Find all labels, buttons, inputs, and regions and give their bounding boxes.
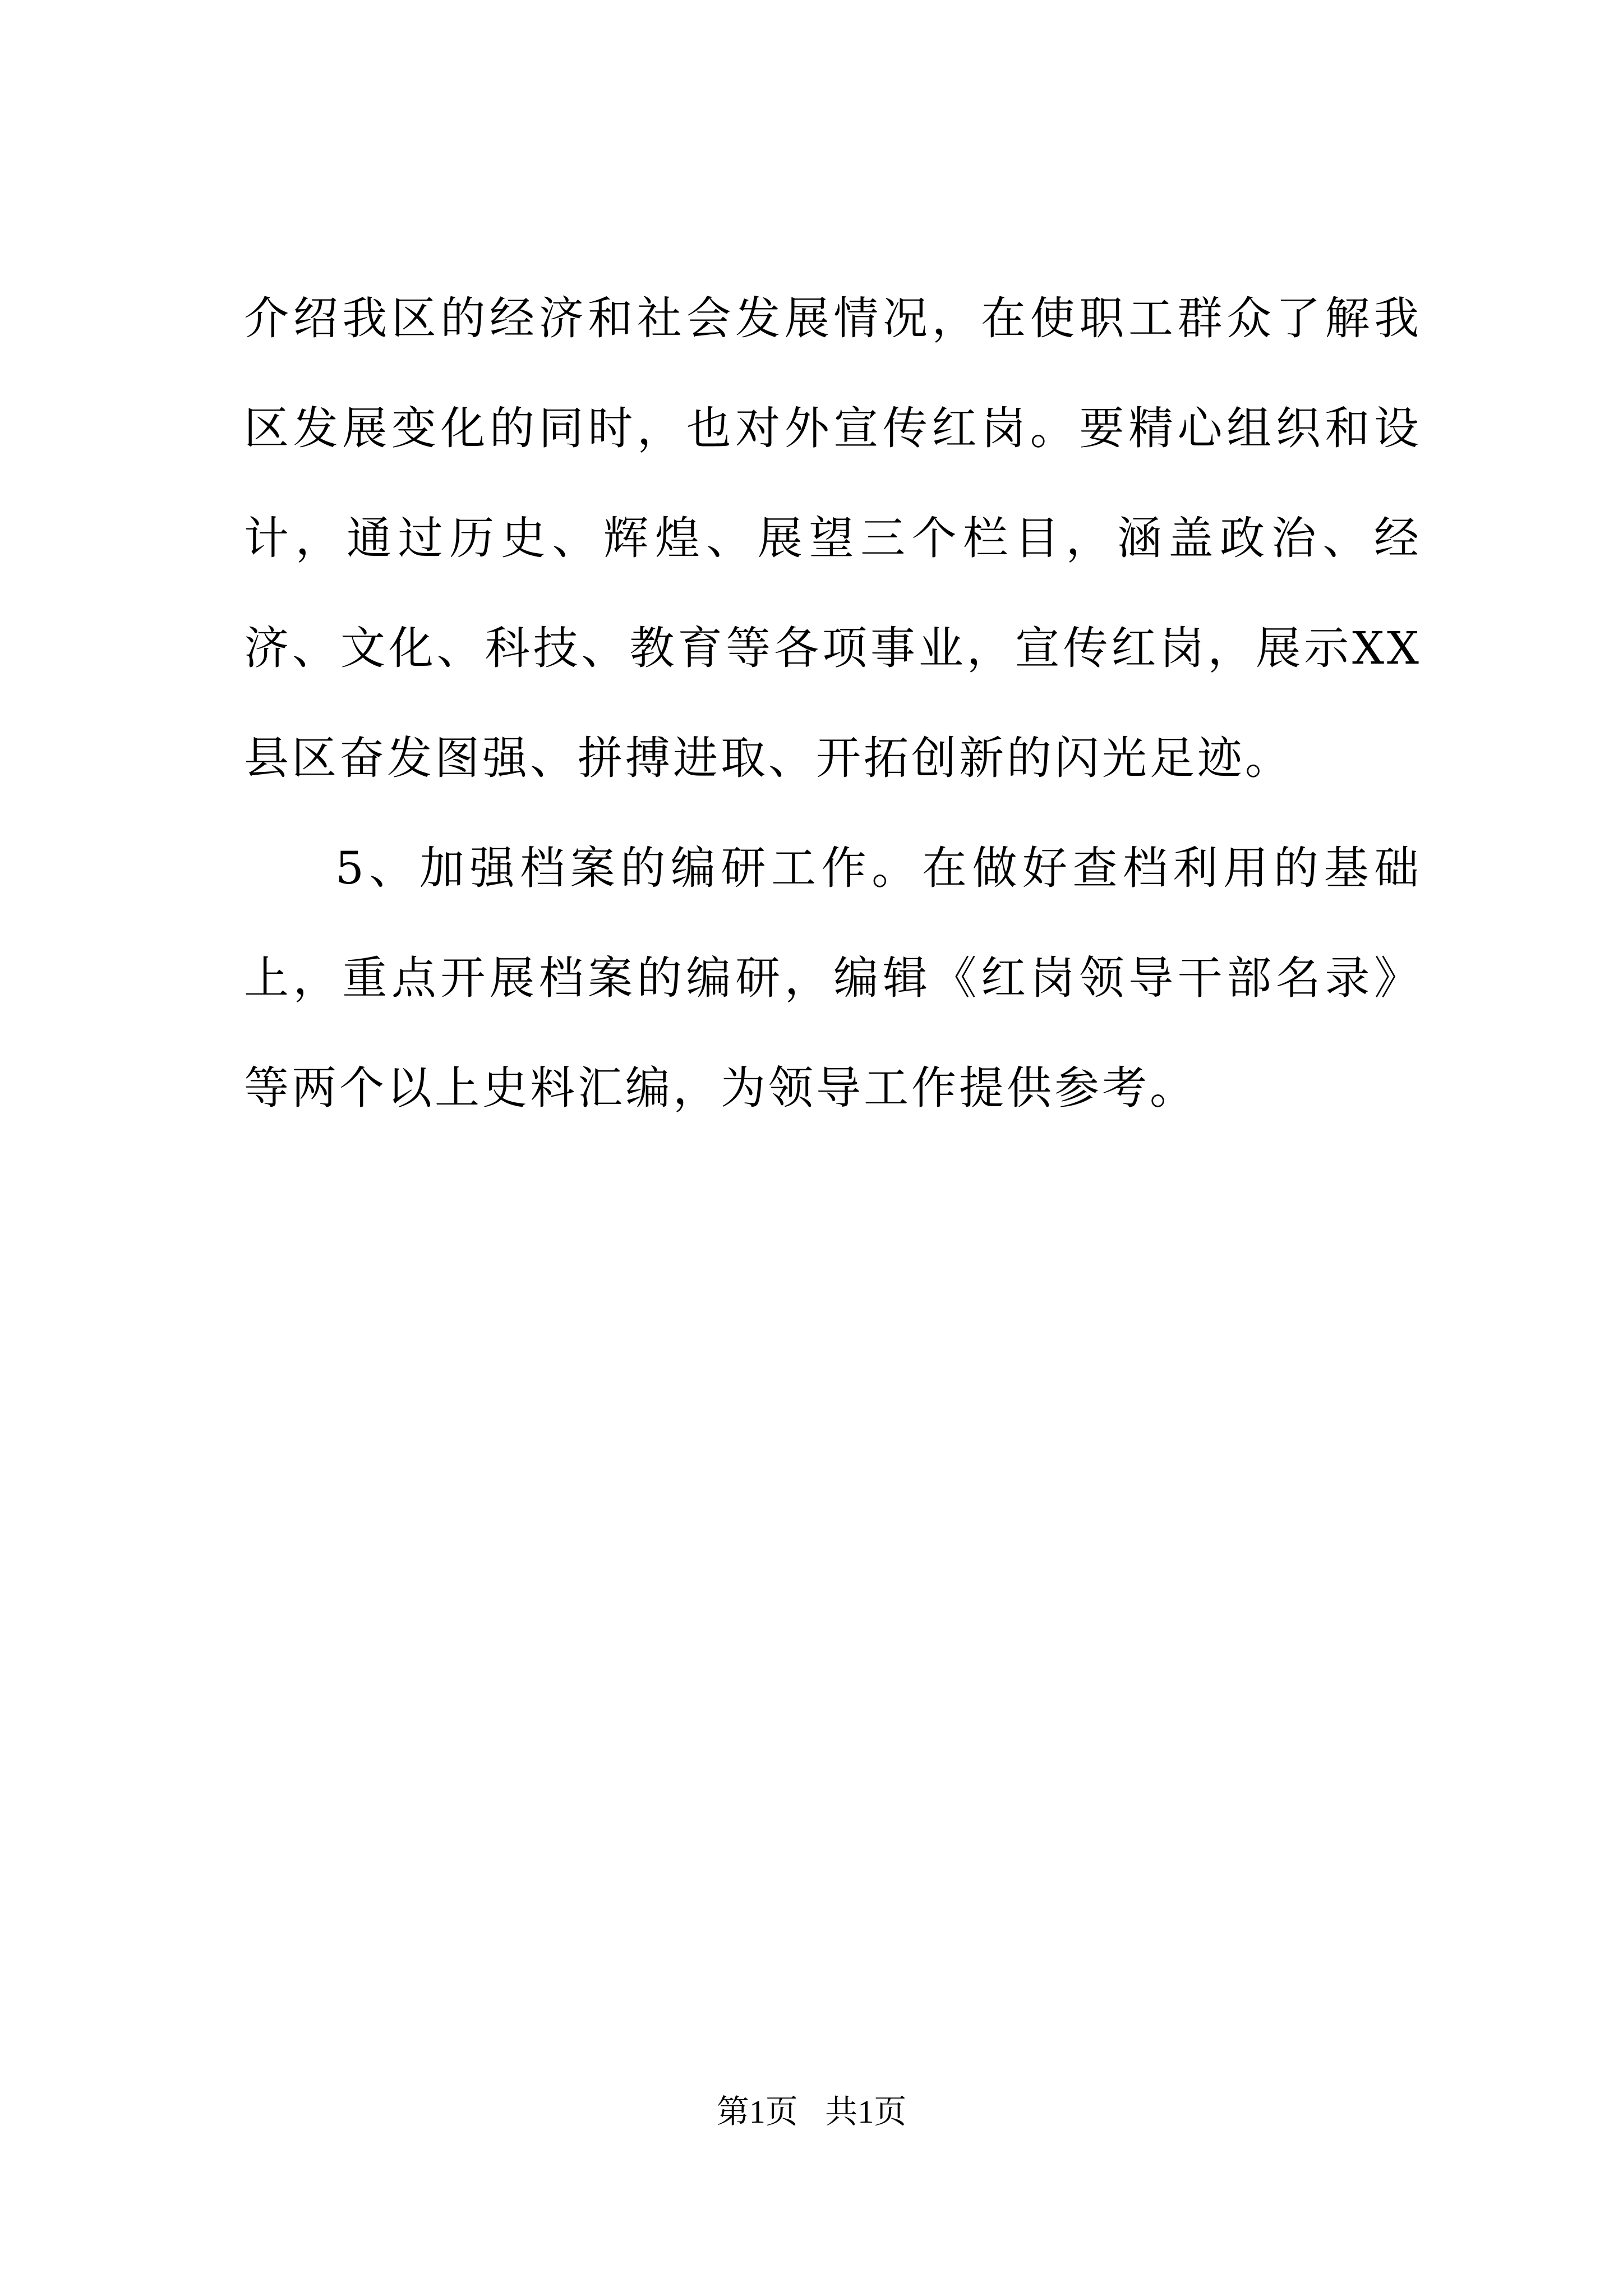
page-number: 第1页 bbox=[716, 2093, 798, 2130]
body-paragraph: 介绍我区的经济和社会发展情况，在使职工群众了解我区发展变化的同时，也对外宣传红岗。要精心组织和设计，通过历史、辉煌、展望三个栏目，涵盖政治、经济、文化、科技、教育等各项事业，宣传红岗，展示XX县区奋发图强、拼搏进取、开拓创新的闪光足迹。 bbox=[244, 292, 1422, 784]
document-body bbox=[244, 264, 1422, 1143]
body-paragraph-numbered: 5、加强档案的编研工作。在做好查档利用的基础上，重点开展档案的编研，编辑《红岗领导干部名录》等两个以上史料汇编，为领导工作提供参考。 bbox=[244, 842, 1422, 1114]
page-footer bbox=[0, 2090, 1623, 2134]
page-total: 共1页 bbox=[825, 2093, 907, 2130]
